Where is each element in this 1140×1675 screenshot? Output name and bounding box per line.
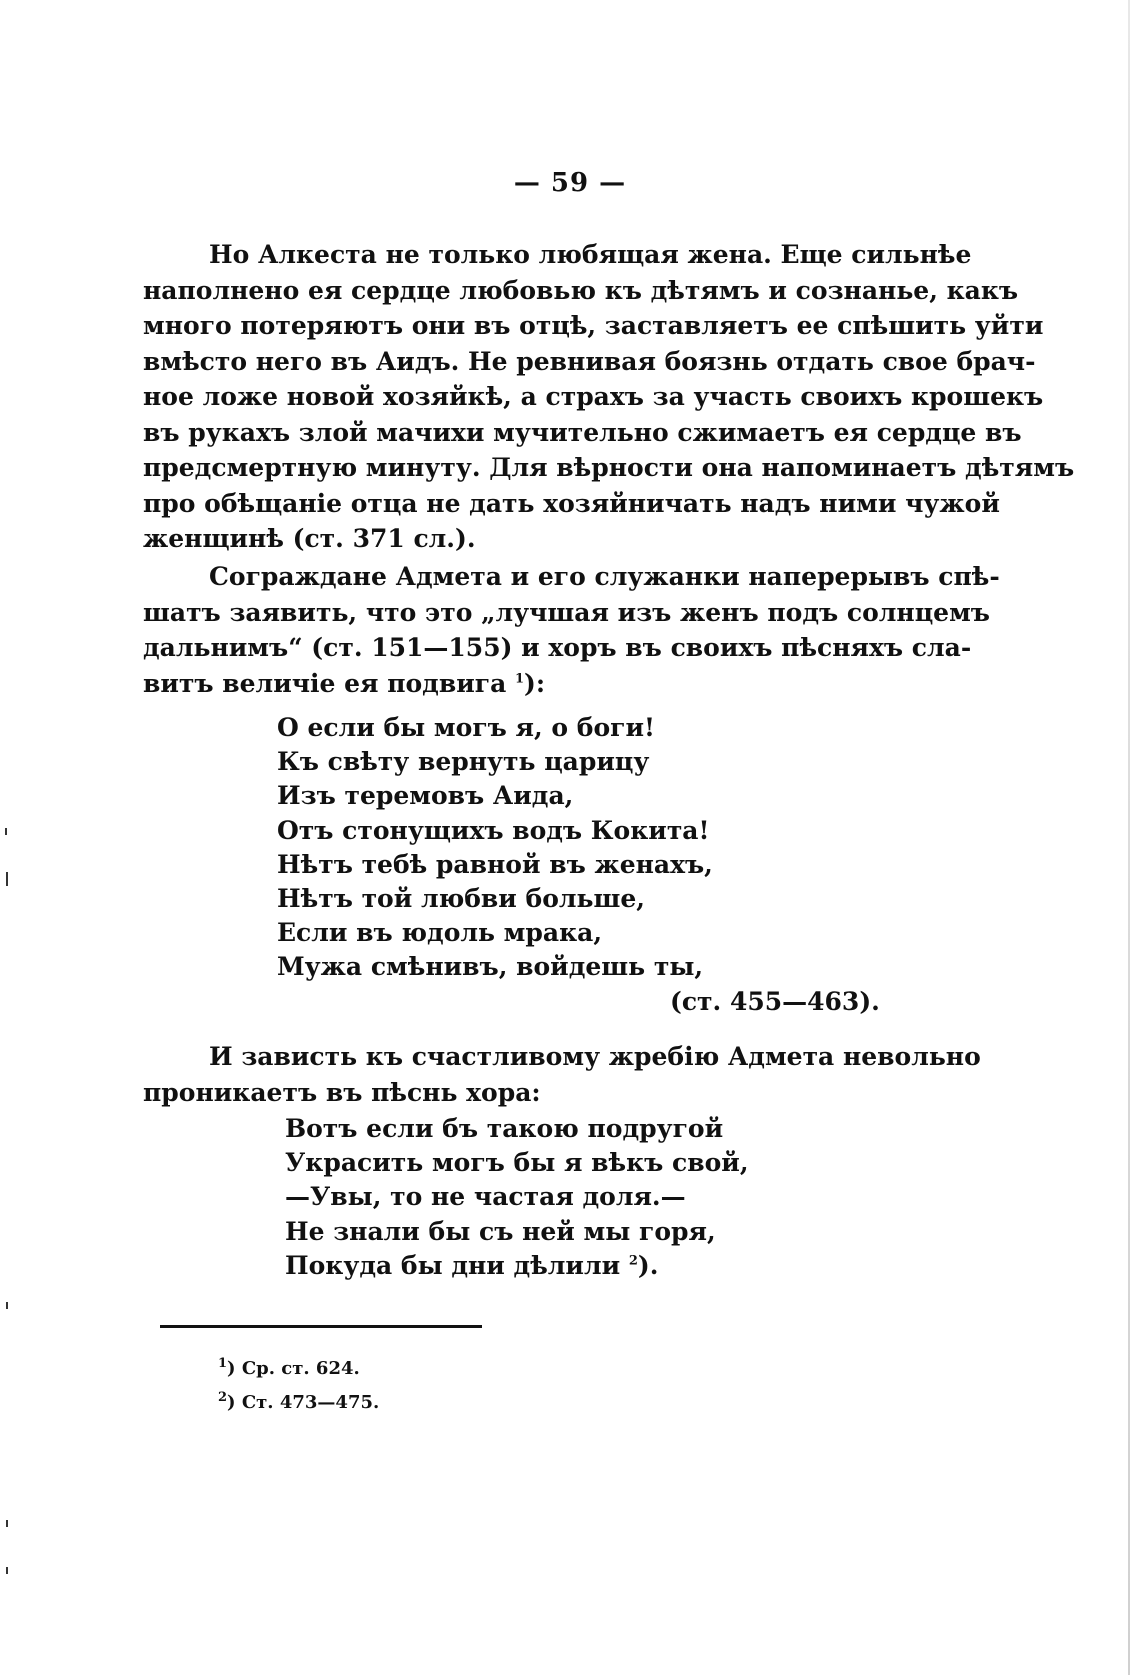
text-line: въ рукахъ злой мачихи мучительно сжимаетъ ея сердце въ: [143, 417, 1022, 447]
footnote-text: ) Ср. ст. 624.: [227, 1358, 360, 1379]
verse-line: Если въ юдоль мрака,: [277, 918, 603, 948]
verse-quote-2: [285, 1112, 749, 1283]
verse-line: Не знали бы съ ней мы горя,: [285, 1216, 716, 1246]
text-fragment: ):: [524, 668, 546, 698]
text-line: наполнено ея сердце любовью къ дѣтямъ и сознанье, какъ: [143, 275, 1019, 305]
scan-speck: [6, 1520, 8, 1527]
text-line: дальнимъ“ (ст. 151—155) и хоръ въ своихъ пѣсняхъ сла-: [143, 633, 972, 662]
scan-speck: [6, 1302, 8, 1309]
verse-line: Къ свѣту вернуть царицу: [277, 747, 650, 777]
text-line: предсмертную минуту. Для вѣрности она напоминаетъ дѣтямъ: [143, 453, 1075, 482]
text-fragment: ).: [637, 1250, 659, 1280]
verse-line: Отъ стонущихъ водъ Кокита!: [277, 815, 710, 845]
verse-line: Нѣтъ тебѣ равной въ женахъ,: [277, 849, 713, 879]
paragraph-3: [143, 1039, 981, 1110]
text-fragment: витъ величіе ея подвига: [143, 668, 507, 698]
paragraph-1: [143, 237, 1075, 557]
verse-quote-1: [277, 711, 713, 985]
verse-line: Вотъ если бъ такою подругой: [285, 1114, 724, 1143]
footnote-mark: 1: [515, 671, 525, 687]
text-line: Сограждане Адмета и его служанки наперерывъ спѣ-: [209, 562, 1000, 591]
verse-line: Украсить могъ бы я вѣкъ свой,: [285, 1148, 749, 1178]
verse-line: Мужа смѣнивъ, войдешь ты,: [277, 952, 704, 982]
footnotes: [218, 1352, 379, 1420]
verse-line: —Увы, то не частая доля.—: [285, 1182, 686, 1212]
scan-speck: [6, 872, 8, 886]
text-line: проникаетъ въ пѣснь хора:: [143, 1077, 541, 1107]
page-number: — 59 —: [513, 168, 627, 198]
footnote-number: 2: [218, 1390, 228, 1405]
text-line: много потеряютъ они въ отцѣ, заставляетъ ее спѣшить уйти: [143, 311, 1044, 340]
footnote-number: 1: [218, 1356, 228, 1371]
text-line: вмѣсто него въ Аидъ. Не ревнивая боязнь отдать свое брач-: [143, 346, 1036, 376]
scan-speck: [5, 828, 7, 835]
text-line: [143, 666, 933, 702]
verse-line: Нѣтъ той любви больше,: [277, 884, 645, 914]
scan-speck: [6, 1567, 8, 1574]
text-line: про обѣщаніе отца не дать хозяйничать надъ ними чужой: [143, 488, 1000, 518]
footnote: [218, 1352, 379, 1386]
text-line: И зависть къ счастливому жребію Адмета невольно: [209, 1042, 981, 1071]
verse-line: Изъ теремовъ Аида,: [277, 781, 574, 811]
verse-reference: (ст. 455—463).: [670, 987, 880, 1016]
verse-line: [285, 1249, 749, 1283]
text-line: шатъ заявить, что это „лучшая изъ женъ подъ солнцемъ: [143, 597, 990, 627]
text-line: женщинѣ (ст. 371 сл.).: [143, 524, 476, 553]
text-fragment: Покуда бы дни дѣлили: [285, 1250, 621, 1280]
verse-line: О если бы могъ я, о боги!: [277, 713, 655, 742]
scan-edge: [1128, 0, 1130, 1675]
paragraph-2: [143, 559, 1000, 701]
footnote-text: ) Ст. 473—475.: [227, 1392, 380, 1413]
footnote: [218, 1386, 379, 1420]
text-line: Но Алкеста не только любящая жена. Еще сильнѣе: [209, 240, 972, 269]
text-line: ное ложе новой хозяйкѣ, а страхъ за участь своихъ крошекъ: [143, 382, 1044, 411]
footnote-mark: 2: [628, 1253, 638, 1269]
footnote-divider: [160, 1325, 482, 1328]
